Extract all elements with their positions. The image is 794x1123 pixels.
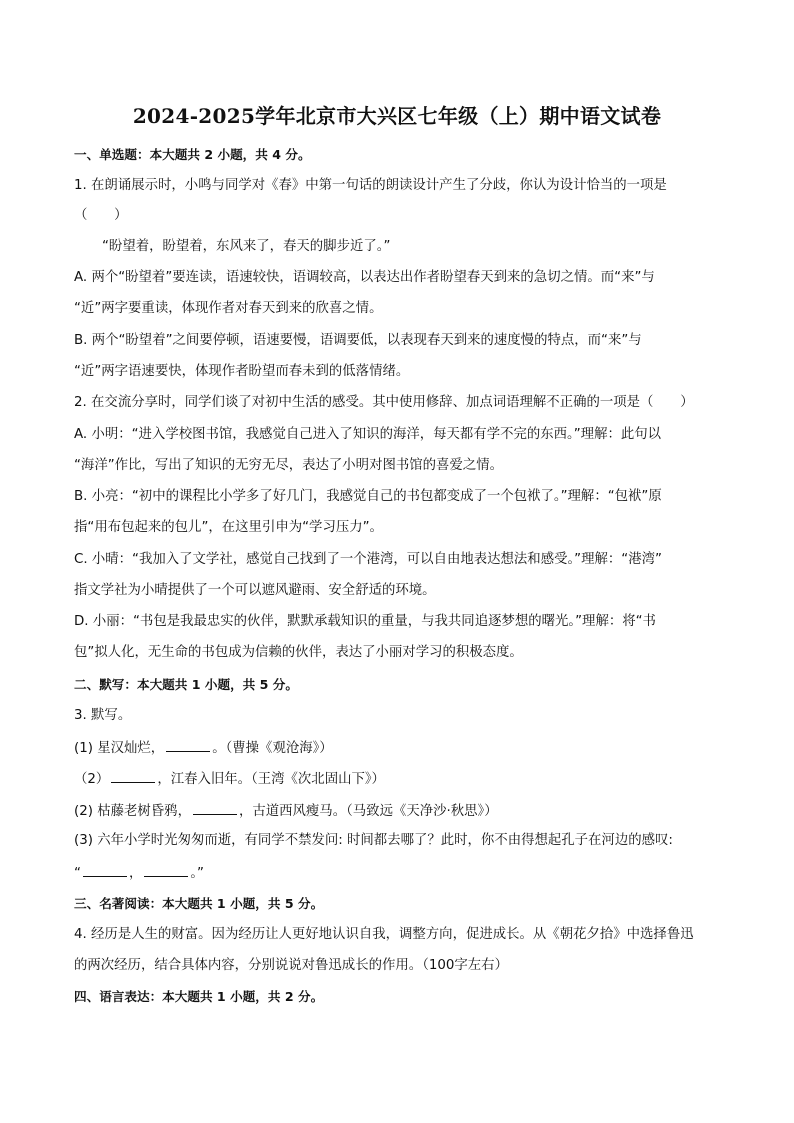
q2-stem: 2. 在交流分享时，同学们谈了对初中生活的感受。其中使用修辞、加点词语理解不正确的一项是（ ） [74, 395, 694, 410]
q3-item-1-prefix: (1) 星汉灿烂， [74, 741, 165, 756]
q3-item-1 [74, 737, 333, 759]
q3-item-2-suffix: ，江春入旧年。（王湾《次北固山下》） [157, 772, 385, 787]
q3-item-4: (3) 六年小学时光匆匆而逝，有同学不禁发问: 时间都去哪了？此时，你不由得想起孔子在河边的感叹: [74, 833, 673, 848]
fill-blank[interactable] [144, 862, 188, 877]
q3-item-3-suffix: ，古道西风瘦马。（马致远《天净沙·秋思》） [238, 804, 498, 819]
q2-option-c-line1: C. 小晴：“我加入了文学社，感觉自己找到了一个港湾，可以自由地表达想法和感受。”理解：“港湾” [74, 552, 662, 567]
q1-stem: 1. 在朗诵展示时，小鸣与同学对《春》中第一句话的朗读设计产生了分歧，你认为设计恰当的一项是 [74, 178, 667, 193]
q3-item-2 [74, 768, 385, 790]
section-heading-2: 二、默写：本大题共 1 小题，共 5 分。 [74, 677, 298, 692]
q3-item-1-suffix: 。（曹操《观沧海》） [212, 741, 333, 756]
q3-item-2-prefix: （2） [74, 772, 110, 787]
q1-answer-paren: （ ） [74, 208, 128, 223]
q2-option-d-line1: D. 小丽：“书包是我最忠实的伙伴，默默承载知识的重量，与我共同追逐梦想的曙光。”理解：将“书 [74, 614, 656, 629]
q1-option-a-line2: “近”两字要重读，体现作者对春天到来的欣喜之情。 [74, 301, 383, 316]
page-title: 2024-2025学年北京市大兴区七年级（上）期中语文试卷 [132, 104, 662, 128]
open-quote: “ [74, 866, 81, 881]
q2-option-b-line1: B. 小亮：“初中的课程比小学多了好几门，我感觉自己的书包都变成了一个包袱了。”理解：“包袱”原 [74, 489, 662, 504]
q4-line-2: 的两次经历，结合具体内容，分别说说对鲁迅成长的作用。（100字左右） [74, 958, 508, 973]
q1-option-a-line1: A. 两个“盼望着”要连读，语速较快，语调较高，以表达出作者盼望春天到来的急切之情。而“来”与 [74, 270, 655, 285]
q2-option-a-line2: “海洋”作比，写出了知识的无穷无尽，表达了小明对图书馆的喜爱之情。 [74, 458, 503, 473]
section-heading-4: 四、语言表达：本大题共 1 小题，共 2 分。 [74, 989, 324, 1004]
fill-blank[interactable] [83, 862, 127, 877]
q1-option-b-line2: “近”两字语速要快，体现作者盼望而春未到的低落情绪。 [74, 364, 410, 379]
q3-item-3 [74, 800, 498, 822]
section-heading-3: 三、名著阅读：本大题共 1 小题，共 5 分。 [74, 896, 324, 911]
q2-option-d-line2: 包”拟人化，无生命的书包成为信赖的伙伴，表达了小丽对学习的积极态度。 [74, 645, 523, 660]
q1-option-b-line1: B. 两个“盼望着”之间要停顿，语速要慢，语调要低，以表现春天到来的速度慢的特点，而“来”与 [74, 333, 642, 348]
q1-quote: “盼望着，盼望着，东风来了，春天的脚步近了。” [102, 239, 391, 254]
q2-option-b-line2: 指“用布包起来的包儿”，在这里引申为“学习压力”。 [74, 520, 383, 535]
fill-blank[interactable] [193, 800, 237, 815]
q2-option-c-line2: 指文学社为小晴提供了一个可以遮风避雨、安全舒适的环境。 [74, 583, 436, 598]
section-heading-1: 一、单选题：本大题共 2 小题，共 4 分。 [74, 147, 311, 162]
comma: ， [128, 866, 143, 881]
q2-option-a-line1: A. 小明：“进入学校图书馆，我感觉自己进入了知识的海洋，每天都有学不完的东西。”理解：此句以 [74, 427, 662, 442]
q3-stem: 3. 默写。 [74, 708, 132, 723]
fill-blank[interactable] [111, 768, 155, 783]
q4-line-1: 4. 经历是人生的财富。因为经历让人更好地认识自我，调整方向，促进成长。从《朝花夕拾》中选择鲁迅 [74, 927, 694, 942]
q3-item-3-prefix: (2) 枯藤老树昏鸦， [74, 804, 191, 819]
fill-blank[interactable] [166, 737, 210, 752]
q3-item-4-answer [74, 862, 204, 884]
close-quote: 。” [190, 866, 204, 881]
